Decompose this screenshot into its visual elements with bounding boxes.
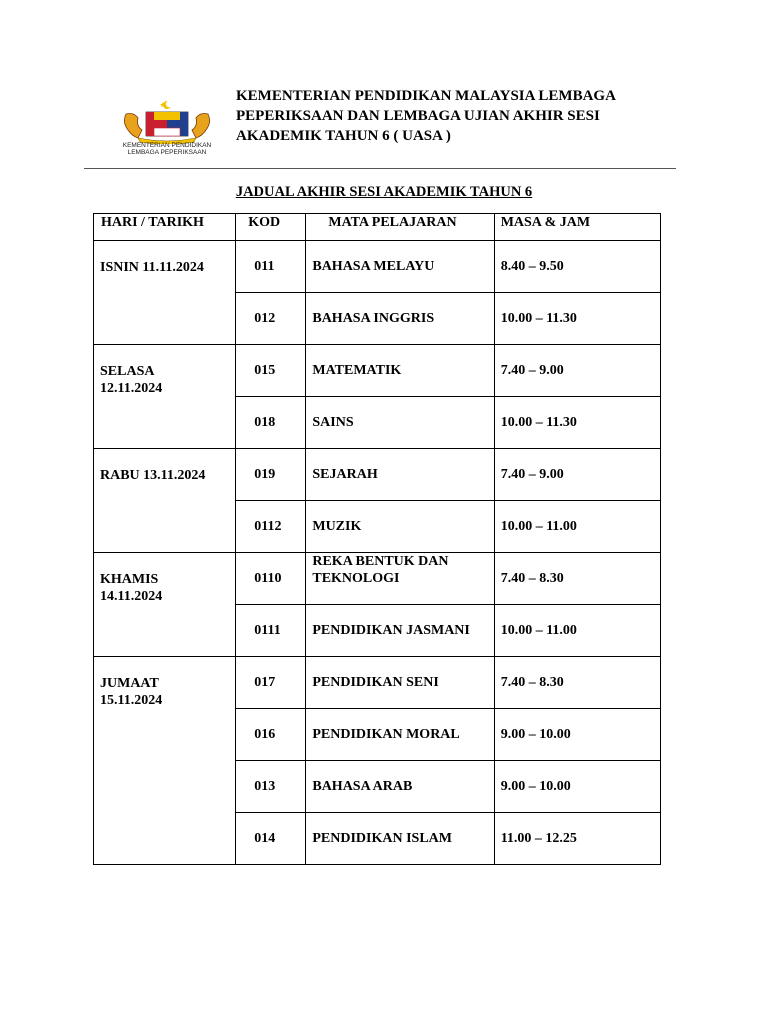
date-label: 14.11.2024 <box>100 589 163 604</box>
kod-cell <box>236 761 306 813</box>
time-cell <box>494 241 660 293</box>
subject-cell <box>306 813 494 865</box>
kod-value: 013 <box>254 778 276 794</box>
day-cell <box>94 449 236 553</box>
table-row <box>94 449 661 501</box>
time-value: 10.00 – 11.00 <box>500 518 577 534</box>
subject-cell <box>306 605 494 657</box>
time-value: 10.00 – 11.00 <box>500 622 577 638</box>
time-cell <box>494 761 660 813</box>
kod-cell <box>236 657 306 709</box>
subject-value: SEJARAH <box>312 466 378 482</box>
subject-value: MUZIK <box>312 518 362 534</box>
kod-value: 016 <box>254 726 276 742</box>
kod-cell <box>236 501 306 553</box>
date-label: 15.11.2024 <box>100 693 163 708</box>
time-value: 7.40 – 8.30 <box>500 570 564 586</box>
kod-value: 0112 <box>254 518 282 534</box>
subject-value: BAHASA ARAB <box>312 778 413 794</box>
subject-cell <box>306 345 494 397</box>
subject-value: PENDIDIKAN ISLAM <box>312 830 452 846</box>
time-cell <box>494 813 660 865</box>
subject-cell <box>306 241 494 293</box>
day-cell <box>94 657 236 865</box>
day-label: SELASA <box>100 364 155 379</box>
time-cell <box>494 397 660 449</box>
day-label: ISNIN 11.11.2024 <box>100 260 204 275</box>
day-cell <box>94 553 236 657</box>
kod-cell <box>236 397 306 449</box>
time-cell <box>494 605 660 657</box>
time-cell <box>494 657 660 709</box>
time-cell <box>494 449 660 501</box>
time-value: 9.00 – 10.00 <box>500 778 571 794</box>
time-value: 11.00 – 12.25 <box>500 830 577 846</box>
kod-cell <box>236 605 306 657</box>
subject-value: PENDIDIKAN SENI <box>312 674 439 690</box>
header-divider <box>84 168 676 169</box>
subject-value: BAHASA MELAYU <box>312 258 435 274</box>
table-row <box>94 657 661 709</box>
ministry-logo <box>108 100 226 160</box>
column-header-day-label: HARI / TARIKH <box>101 215 204 230</box>
day-label: KHAMIS <box>100 572 159 587</box>
table-row <box>94 345 661 397</box>
time-cell <box>494 293 660 345</box>
day-cell <box>94 241 236 345</box>
time-cell <box>494 501 660 553</box>
subject-cell <box>306 293 494 345</box>
kod-cell <box>236 813 306 865</box>
time-value: 7.40 – 9.00 <box>500 362 564 378</box>
column-header-time <box>494 214 660 241</box>
time-value: 7.40 – 8.30 <box>500 674 564 690</box>
column-header-day <box>94 214 236 241</box>
kod-cell <box>236 293 306 345</box>
column-header-kod <box>236 214 306 241</box>
time-cell <box>494 345 660 397</box>
subject-cell <box>306 709 494 761</box>
subject-cell <box>306 761 494 813</box>
kod-value: 014 <box>254 830 276 846</box>
subject-value: PENDIDIKAN MORAL <box>312 726 460 742</box>
logo-text-ministry: KEMENTERIAN PENDIDIKAN <box>122 142 212 149</box>
table-row <box>94 241 661 293</box>
kod-cell <box>236 449 306 501</box>
kod-value: 018 <box>254 414 276 430</box>
subject-value: MATEMATIK <box>312 362 402 378</box>
time-value: 10.00 – 11.30 <box>500 414 577 430</box>
kod-value: 015 <box>254 362 276 378</box>
subject-value: BAHASA INGGRIS <box>312 310 435 326</box>
kod-cell <box>236 553 306 605</box>
logo-text-board: LEMBAGA PEPERIKSAAN <box>127 149 207 156</box>
time-cell <box>494 709 660 761</box>
kod-value: 012 <box>254 310 276 326</box>
subject-cell <box>306 501 494 553</box>
time-value: 8.40 – 9.50 <box>500 258 564 274</box>
exam-schedule-table <box>93 213 661 865</box>
day-label: JUMAAT <box>100 676 159 691</box>
document-title: JADUAL AKHIR SESI AKADEMIK TAHUN 6 <box>235 184 533 200</box>
subject-value: REKA BENTUK DAN TEKNOLOGI <box>312 554 449 586</box>
subject-cell <box>306 449 494 501</box>
time-value: 9.00 – 10.00 <box>500 726 571 742</box>
kod-cell <box>236 241 306 293</box>
subject-value: SAINS <box>312 414 354 430</box>
column-header-time-label: MASA & JAM <box>500 215 591 230</box>
kod-cell <box>236 709 306 761</box>
date-label: 12.11.2024 <box>100 381 163 396</box>
kod-cell <box>236 345 306 397</box>
header-title: KEMENTERIAN PENDIDIKAN MALAYSIA LEMBAGA PEPERIKSAAN DAN LEMBAGA UJIAN AKHIR SESI AKADEMIK TAHUN 6 ( UASA ) <box>236 88 616 144</box>
column-header-subject-label: MATA PELAJARAN <box>328 215 457 230</box>
kod-value: 019 <box>254 466 276 482</box>
subject-value: PENDIDIKAN JASMANI <box>312 622 470 638</box>
time-value: 10.00 – 11.30 <box>500 310 577 326</box>
day-cell <box>94 345 236 449</box>
subject-cell <box>306 657 494 709</box>
column-header-kod-label: KOD <box>248 215 281 230</box>
coat-of-arms-icon <box>108 100 226 144</box>
kod-value: 017 <box>254 674 276 690</box>
kod-value: 0111 <box>254 622 281 638</box>
time-cell <box>494 553 660 605</box>
subject-cell <box>306 553 494 605</box>
kod-value: 0110 <box>254 570 282 586</box>
table-row <box>94 553 661 605</box>
time-value: 7.40 – 9.00 <box>500 466 564 482</box>
column-header-subject <box>306 214 494 241</box>
day-label: RABU 13.11.2024 <box>100 468 206 483</box>
subject-cell <box>306 397 494 449</box>
kod-value: 011 <box>254 258 275 274</box>
table-header-row <box>94 214 661 241</box>
